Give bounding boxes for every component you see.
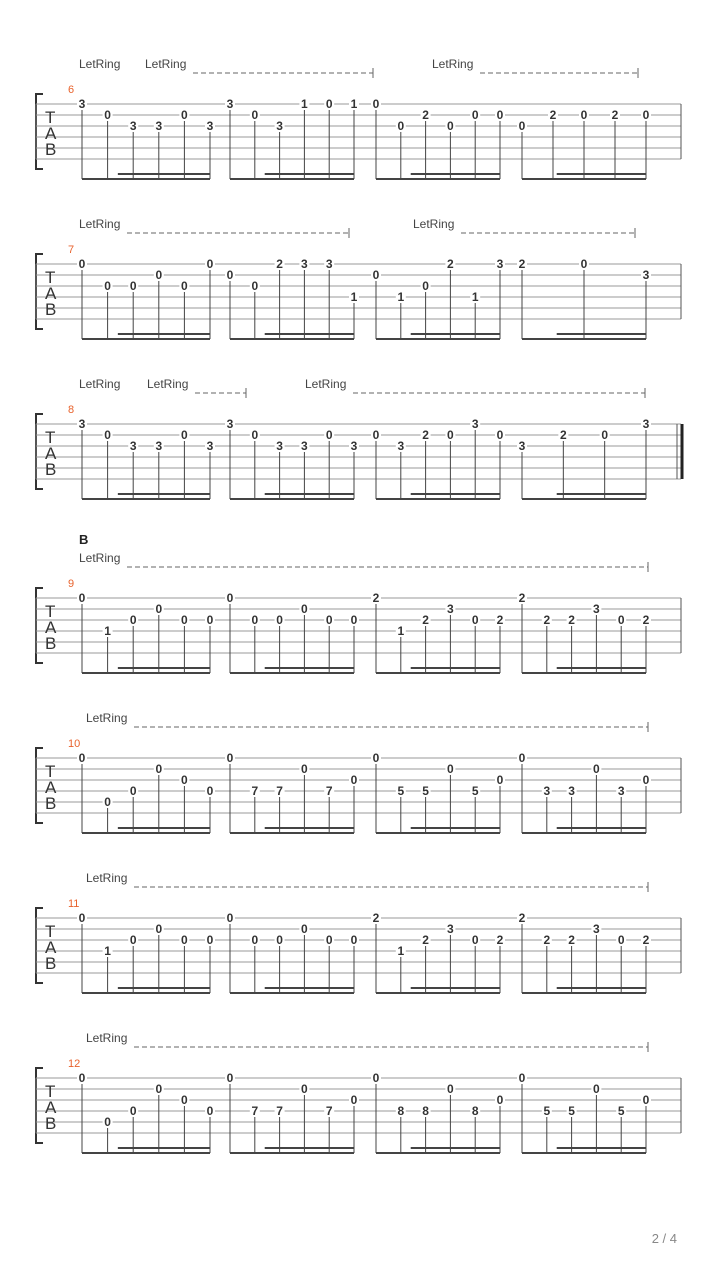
fret-number: 2	[496, 933, 504, 947]
fret-number: 0	[155, 1082, 163, 1096]
fret-number: 0	[642, 773, 650, 787]
fret-number: 0	[129, 1104, 137, 1118]
fret-number: 0	[181, 108, 188, 122]
fret-number: 0	[129, 279, 137, 293]
fret-number: 0	[206, 1104, 214, 1118]
fret-number: 0	[206, 257, 214, 271]
tab-clef-letter: A	[45, 1098, 57, 1117]
letring-label: LetRing	[79, 57, 121, 71]
fret-number: 2	[422, 428, 429, 442]
fret-number: 0	[104, 108, 111, 122]
fret-number: 0	[129, 613, 137, 627]
letring-label: LetRing	[86, 711, 128, 725]
fret-number: 2	[447, 257, 454, 271]
fret-number: 0	[397, 119, 405, 133]
fret-number: 0	[642, 108, 650, 122]
fret-number: 3	[129, 439, 137, 453]
fret-number: 0	[496, 773, 504, 787]
fret-number: 3	[593, 922, 600, 936]
tab-clef-letter: A	[45, 618, 57, 637]
fret-number: 2	[543, 613, 551, 627]
fret-number: 2	[422, 933, 429, 947]
system-bracket	[36, 414, 43, 489]
fret-number: 2	[518, 257, 526, 271]
page-number: 2 / 4	[651, 1231, 677, 1246]
fret-number: 0	[129, 784, 137, 798]
fret-number: 0	[593, 762, 600, 776]
fret-number: 0	[78, 257, 86, 271]
fret-number: 0	[372, 97, 380, 111]
fret-number: 8	[397, 1104, 405, 1118]
fret-number: 0	[155, 762, 163, 776]
fret-number: 0	[372, 751, 380, 765]
fret-number: 0	[181, 428, 188, 442]
fret-number: 0	[155, 268, 163, 282]
fret-number: 0	[580, 108, 588, 122]
fret-number: 3	[518, 439, 526, 453]
system-bracket	[36, 908, 43, 983]
fret-number: 0	[155, 602, 163, 616]
fret-number: 0	[206, 613, 214, 627]
fret-number: 2	[549, 108, 557, 122]
fret-number: 0	[181, 1093, 188, 1107]
fret-number: 0	[350, 613, 358, 627]
fret-number: 3	[206, 119, 214, 133]
fret-number: 1	[301, 97, 308, 111]
fret-number: 0	[518, 119, 526, 133]
fret-number: 3	[155, 119, 163, 133]
letring-label: LetRing	[413, 217, 455, 231]
fret-number: 0	[78, 1071, 86, 1085]
fret-number: 0	[496, 108, 504, 122]
fret-number: 2	[518, 911, 526, 925]
fret-number: 1	[350, 97, 358, 111]
fret-number: 0	[226, 751, 234, 765]
fret-number: 0	[518, 751, 526, 765]
fret-number: 7	[276, 784, 283, 798]
tab-clef-letter: B	[45, 794, 57, 813]
fret-number: 0	[226, 591, 234, 605]
fret-number: 3	[568, 784, 575, 798]
fret-number: 3	[301, 439, 308, 453]
fret-number: 0	[447, 1082, 454, 1096]
letring-label: LetRing	[79, 551, 121, 565]
tab-clef-letter: B	[45, 1114, 57, 1133]
fret-number: 3	[129, 119, 137, 133]
fret-number: 0	[226, 268, 234, 282]
fret-number: 0	[104, 428, 111, 442]
fret-number: 3	[617, 784, 625, 798]
fret-number: 0	[301, 602, 308, 616]
fret-number: 0	[251, 279, 259, 293]
fret-number: 7	[251, 1104, 259, 1118]
fret-number: 7	[276, 1104, 283, 1118]
letring-label: LetRing	[86, 1031, 128, 1045]
tab-clef-letter: A	[45, 444, 57, 463]
fret-number: 0	[325, 613, 333, 627]
fret-number: 1	[471, 290, 479, 304]
fret-number: 3	[543, 784, 551, 798]
fret-number: 0	[181, 613, 188, 627]
fret-number: 0	[276, 933, 283, 947]
fret-number: 0	[181, 773, 188, 787]
fret-number: 3	[642, 417, 650, 431]
fret-number: 0	[325, 428, 333, 442]
tab-clef-letter: T	[45, 602, 56, 621]
tab-clef-letter: T	[45, 108, 56, 127]
letring-label: LetRing	[79, 377, 121, 391]
fret-number: 0	[617, 613, 625, 627]
tab-clef-letter: A	[45, 124, 57, 143]
fret-number: 0	[276, 613, 283, 627]
fret-number: 0	[422, 279, 429, 293]
fret-number: 0	[104, 795, 111, 809]
fret-number: 0	[206, 933, 214, 947]
fret-number: 3	[226, 417, 234, 431]
fret-number: 0	[350, 933, 358, 947]
fret-number: 3	[78, 417, 86, 431]
fret-number: 3	[350, 439, 358, 453]
fret-number: 0	[78, 591, 86, 605]
fret-number: 2	[568, 613, 575, 627]
fret-number: 0	[496, 1093, 504, 1107]
measure-number: 8	[68, 404, 75, 416]
tab-clef-letter: B	[45, 634, 57, 653]
fret-number: 0	[301, 922, 308, 936]
system-bracket	[36, 748, 43, 823]
fret-number: 0	[471, 933, 479, 947]
fret-number: 0	[78, 911, 86, 925]
letring-label: LetRing	[79, 217, 121, 231]
fret-number: 0	[350, 773, 358, 787]
fret-number: 3	[447, 922, 454, 936]
fret-number: 3	[155, 439, 163, 453]
fret-number: 5	[617, 1104, 625, 1118]
fret-number: 2	[496, 613, 504, 627]
fret-number: 0	[447, 428, 454, 442]
fret-number: 3	[276, 119, 283, 133]
letring-label: LetRing	[305, 377, 347, 391]
letring-label: LetRing	[147, 377, 189, 391]
system-bracket	[36, 588, 43, 663]
fret-number: 0	[496, 428, 504, 442]
letring-label: LetRing	[145, 57, 187, 71]
fret-number: 0	[580, 257, 588, 271]
fret-number: 0	[617, 933, 625, 947]
fret-number: 0	[471, 108, 479, 122]
fret-number: 2	[372, 591, 380, 605]
letring-label: LetRing	[432, 57, 474, 71]
fret-number: 0	[372, 428, 380, 442]
fret-number: 0	[129, 933, 137, 947]
fret-number: 5	[471, 784, 479, 798]
fret-number: 5	[422, 784, 429, 798]
system-bracket	[36, 94, 43, 169]
fret-number: 7	[325, 784, 333, 798]
measure-number: 6	[68, 84, 75, 96]
fret-number: 1	[397, 944, 405, 958]
fret-number: 0	[104, 279, 111, 293]
fret-number: 2	[559, 428, 567, 442]
fret-number: 5	[397, 784, 405, 798]
tab-clef-letter: T	[45, 922, 56, 941]
fret-number: 5	[568, 1104, 575, 1118]
fret-number: 0	[447, 119, 454, 133]
fret-number: 0	[181, 933, 188, 947]
fret-number: 0	[350, 1093, 358, 1107]
fret-number: 3	[226, 97, 234, 111]
tab-clef-letter: A	[45, 284, 57, 303]
fret-number: 8	[471, 1104, 479, 1118]
fret-number: 0	[301, 762, 308, 776]
fret-number: 0	[447, 762, 454, 776]
measure-number: 11	[68, 898, 80, 910]
fret-number: 2	[642, 933, 650, 947]
fret-number: 3	[78, 97, 86, 111]
fret-number: 7	[251, 784, 259, 798]
fret-number: 0	[518, 1071, 526, 1085]
fret-number: 3	[642, 268, 650, 282]
fret-number: 2	[422, 108, 429, 122]
fret-number: 2	[543, 933, 551, 947]
measure-number: 10	[68, 738, 81, 750]
fret-number: 3	[301, 257, 308, 271]
fret-number: 0	[226, 1071, 234, 1085]
fret-number: 0	[325, 97, 333, 111]
fret-number: 2	[568, 933, 575, 947]
fret-number: 1	[397, 290, 405, 304]
letring-label: LetRing	[86, 871, 128, 885]
fret-number: 2	[611, 108, 619, 122]
fret-number: 0	[301, 1082, 308, 1096]
fret-number: 0	[593, 1082, 600, 1096]
fret-number: 0	[642, 1093, 650, 1107]
fret-number: 0	[181, 279, 188, 293]
fret-number: 1	[350, 290, 358, 304]
fret-number: 3	[447, 602, 454, 616]
fret-number: 0	[601, 428, 609, 442]
measure-number: 7	[68, 244, 75, 256]
fret-number: 0	[251, 613, 259, 627]
fret-number: 3	[471, 417, 479, 431]
fret-number: 2	[642, 613, 650, 627]
fret-number: 0	[325, 933, 333, 947]
fret-number: 2	[422, 613, 429, 627]
fret-number: 3	[206, 439, 214, 453]
tab-clef-letter: T	[45, 762, 56, 781]
fret-number: 0	[155, 922, 163, 936]
fret-number: 3	[496, 257, 504, 271]
measure-number: 9	[68, 578, 75, 590]
fret-number: 0	[372, 1071, 380, 1085]
system-bracket	[36, 1068, 43, 1143]
fret-number: 0	[251, 933, 259, 947]
fret-number: 1	[397, 624, 405, 638]
system-bracket	[36, 254, 43, 329]
fret-number: 0	[251, 428, 259, 442]
tab-clef-letter: T	[45, 1082, 56, 1101]
fret-number: 2	[276, 257, 283, 271]
measure-number: 12	[68, 1058, 81, 1070]
fret-number: 0	[206, 784, 214, 798]
fret-number: 0	[78, 751, 86, 765]
fret-number: 0	[471, 613, 479, 627]
tab-clef-letter: A	[45, 778, 57, 797]
fret-number: 5	[543, 1104, 551, 1118]
fret-number: 3	[593, 602, 600, 616]
fret-number: 3	[325, 257, 333, 271]
fret-number: 8	[422, 1104, 429, 1118]
section-marker: B	[79, 532, 89, 547]
fret-number: 3	[397, 439, 405, 453]
fret-number: 1	[104, 944, 111, 958]
fret-number: 7	[325, 1104, 333, 1118]
tab-clef-letter: T	[45, 428, 56, 447]
tab-clef-letter: B	[45, 140, 57, 159]
fret-number: 2	[518, 591, 526, 605]
tab-clef-letter: B	[45, 300, 57, 319]
tab-clef-letter: A	[45, 938, 57, 957]
tab-clef-letter: B	[45, 954, 57, 973]
fret-number: 0	[226, 911, 234, 925]
fret-number: 1	[104, 624, 111, 638]
fret-number: 0	[104, 1115, 111, 1129]
fret-number: 0	[372, 268, 380, 282]
tab-clef-letter: T	[45, 268, 56, 287]
fret-number: 3	[276, 439, 283, 453]
fret-number: 0	[251, 108, 259, 122]
fret-number: 2	[372, 911, 380, 925]
tab-clef-letter: B	[45, 460, 57, 479]
